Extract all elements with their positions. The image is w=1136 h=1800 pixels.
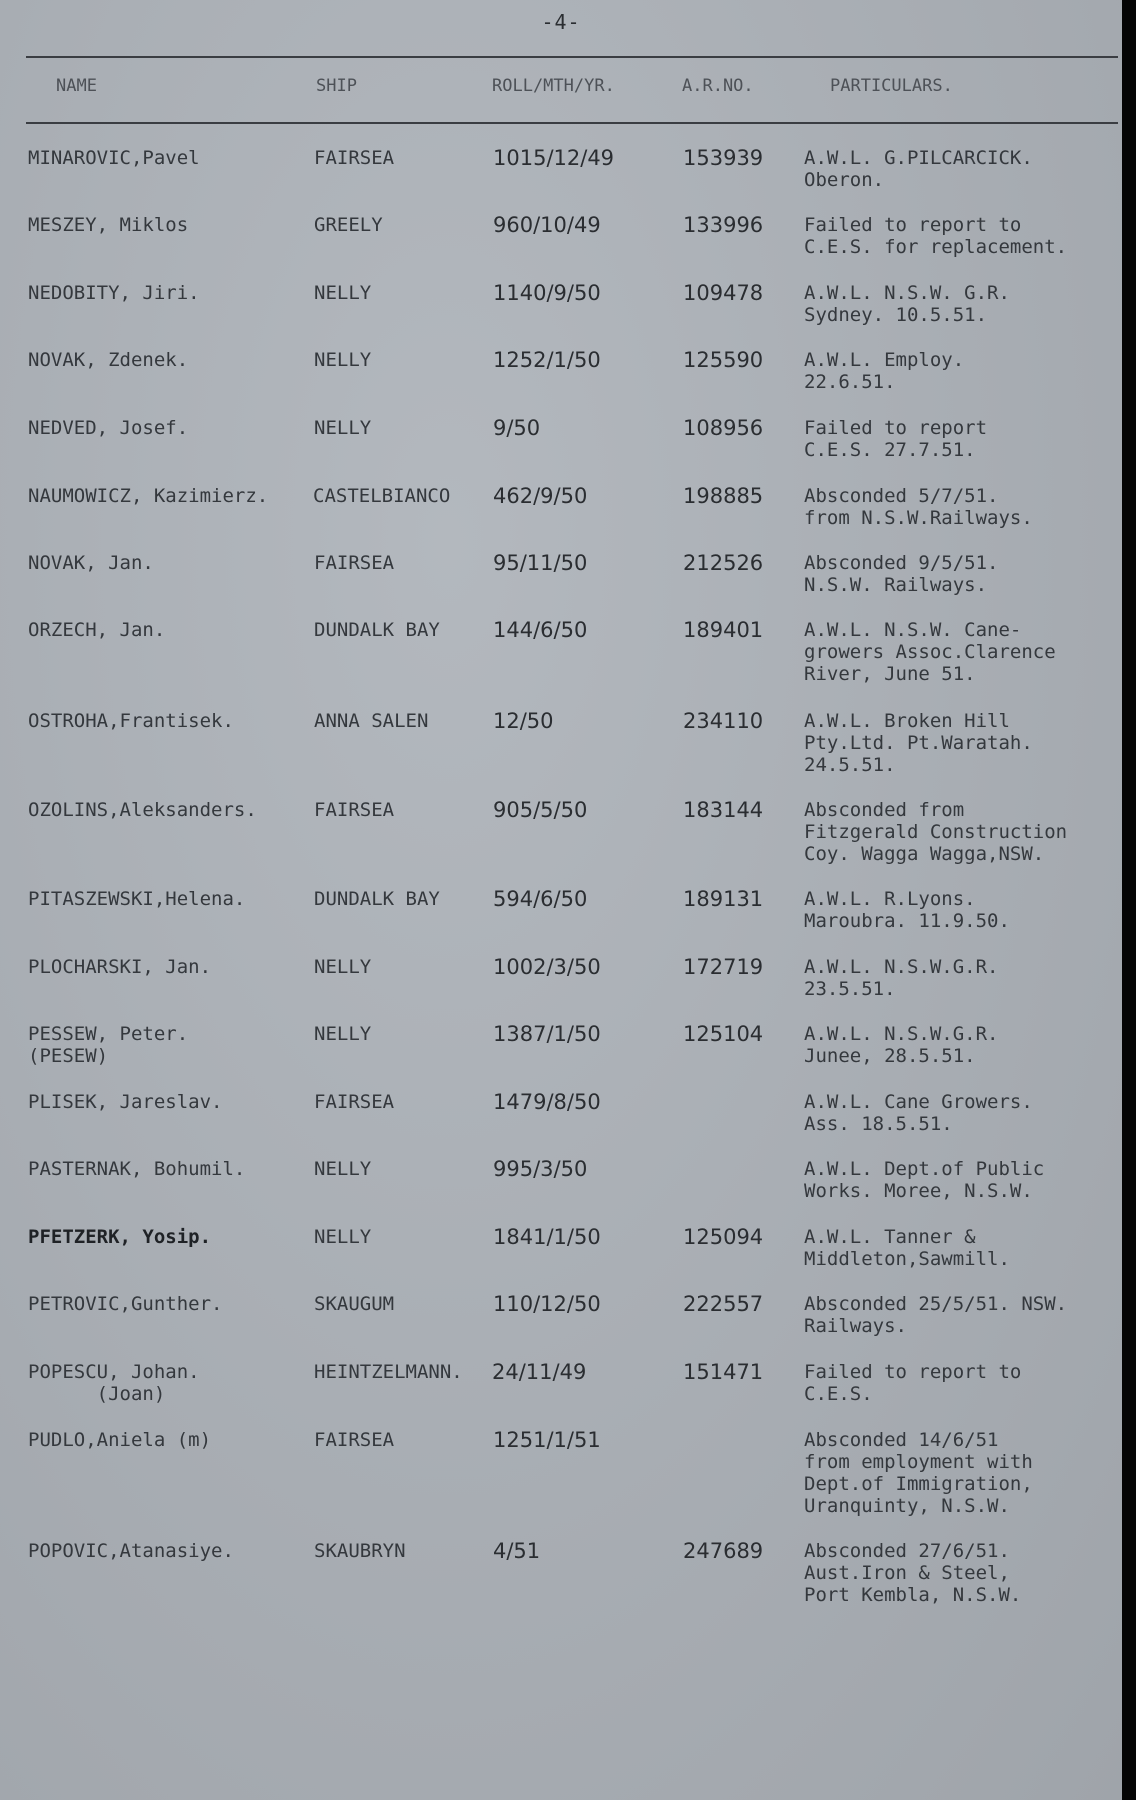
record-roll: 1015/12/49: [493, 146, 615, 170]
record-ar-no: 125104: [683, 1022, 764, 1046]
record-name: OSTROHA,Frantisek.: [28, 710, 234, 732]
record-ar-no: 153939: [683, 146, 764, 170]
header-rule: [26, 122, 1118, 124]
record-particulars: A.W.L. R.Lyons. Maroubra. 11.9.50.: [804, 888, 1010, 932]
record-name: ORZECH, Jan.: [28, 619, 166, 641]
record-name: PLISEK, Jareslav.: [28, 1091, 223, 1113]
record-ship: DUNDALK BAY: [314, 888, 440, 910]
record-particulars: A.W.L. N.S.W. G.R. Sydney. 10.5.51.: [804, 282, 1010, 326]
header-roll: ROLL/MTH/YR.: [492, 76, 615, 96]
record-ship: NELLY: [314, 956, 372, 978]
record-name: POPESCU, Johan. (Joan): [28, 1361, 200, 1405]
record-ship: FAIRSEA: [314, 799, 395, 821]
record-ship: CASTELBIANCO: [313, 485, 451, 507]
record-roll: 144/6/50: [493, 618, 588, 642]
record-ship: ANNA SALEN: [314, 710, 429, 732]
record-ar-no: 183144: [683, 798, 764, 822]
record-name: POPOVIC,Atanasiye.: [28, 1540, 234, 1562]
record-particulars: A.W.L. Cane Growers. Ass. 18.5.51.: [804, 1091, 1033, 1135]
record-ship: GREELY: [314, 214, 383, 236]
record-name: PITASZEWSKI,Helena.: [28, 888, 246, 910]
record-ar-no: 125590: [683, 348, 764, 372]
record-name: OZOLINS,Aleksanders.: [28, 799, 257, 821]
record-ship: FAIRSEA: [314, 552, 395, 574]
record-name: PFETZERK, Yosip.: [28, 1226, 212, 1248]
record-ar-no: 109478: [683, 281, 764, 305]
record-particulars: A.W.L. Dept.of Public Works. Moree, N.S.W.: [804, 1158, 1045, 1202]
record-particulars: Absconded 25/5/51. NSW. Railways.: [804, 1293, 1068, 1337]
record-particulars: Absconded 5/7/51. from N.S.W.Railways.: [804, 485, 1033, 529]
record-name: NAUMOWICZ, Kazimierz.: [28, 485, 269, 507]
record-roll: 9/50: [493, 416, 541, 440]
record-ship: FAIRSEA: [314, 1429, 395, 1451]
record-particulars: A.W.L. G.PILCARCICK. Oberon.: [804, 147, 1033, 191]
record-particulars: A.W.L. Tanner & Middleton,Sawmill.: [804, 1226, 1010, 1270]
record-particulars: A.W.L. Employ. 22.6.51.: [804, 349, 965, 393]
record-roll: 1002/3/50: [493, 955, 601, 979]
record-roll: 462/9/50: [493, 484, 588, 508]
record-name: PUDLO,Aniela (m): [28, 1429, 212, 1451]
record-roll: 4/51: [493, 1539, 541, 1563]
record-name: MINAROVIC,Pavel: [28, 147, 200, 169]
record-ar-no: 212526: [683, 551, 764, 575]
record-particulars: Absconded 9/5/51. N.S.W. Railways.: [804, 552, 999, 596]
record-name: NOVAK, Jan.: [28, 552, 154, 574]
record-particulars: Absconded 27/6/51. Aust.Iron & Steel, Port Kembla, N.S.W.: [804, 1540, 1022, 1606]
record-ship: NELLY: [314, 1023, 372, 1045]
record-ship: NELLY: [314, 282, 372, 304]
record-ar-no: 108956: [683, 416, 764, 440]
record-roll: 594/6/50: [493, 887, 588, 911]
record-ship: NELLY: [314, 349, 372, 371]
record-roll: 12/50: [493, 709, 554, 733]
record-ship: FAIRSEA: [314, 1091, 395, 1113]
record-roll: 995/3/50: [493, 1157, 588, 1181]
record-ship: DUNDALK BAY: [314, 619, 440, 641]
record-ship: NELLY: [314, 1226, 372, 1248]
record-roll: 905/5/50: [493, 798, 588, 822]
record-roll: 95/11/50: [493, 551, 588, 575]
header-ship: SHIP: [316, 76, 357, 96]
record-roll: 110/12/50: [493, 1292, 601, 1316]
record-roll: 1140/9/50: [493, 281, 601, 305]
record-name: PETROVIC,Gunther.: [28, 1293, 223, 1315]
record-roll: 1841/1/50: [493, 1225, 601, 1249]
record-roll: 960/10/49: [493, 213, 601, 237]
record-ar-no: 189131: [683, 887, 764, 911]
page-number: -4-: [541, 10, 581, 34]
record-name: NOVAK, Zdenek.: [28, 349, 189, 371]
record-ar-no: 151471: [683, 1360, 764, 1384]
record-particulars: A.W.L. Broken Hill Pty.Ltd. Pt.Waratah. 24.5.51.: [804, 710, 1033, 776]
header-ar-no: A.R.NO.: [682, 76, 754, 96]
record-ship: SKAUBRYN: [314, 1540, 406, 1562]
record-roll: 1387/1/50: [493, 1022, 601, 1046]
record-roll: 1252/1/50: [493, 348, 601, 372]
top-rule: [26, 56, 1118, 58]
header-name: NAME: [56, 76, 97, 96]
record-ship: HEINTZELMANN.: [314, 1361, 463, 1383]
record-name: NEDVED, Josef.: [28, 417, 189, 439]
record-roll: 24/11/49: [492, 1360, 587, 1384]
record-ar-no: 172719: [683, 955, 764, 979]
record-name: NEDOBITY, Jiri.: [28, 282, 200, 304]
record-name: PLOCHARSKI, Jan.: [28, 956, 212, 978]
record-particulars: Failed to report C.E.S. 27.7.51.: [804, 417, 988, 461]
record-particulars: A.W.L. N.S.W.G.R. 23.5.51.: [804, 956, 999, 1000]
record-ship: NELLY: [314, 1158, 372, 1180]
table-header: [0, 76, 1122, 110]
record-ship: NELLY: [314, 417, 372, 439]
record-ar-no: 189401: [683, 618, 764, 642]
record-name: PESSEW, Peter. (PESEW): [28, 1023, 189, 1067]
record-ar-no: 133996: [683, 213, 764, 237]
record-roll: 1479/8/50: [493, 1090, 601, 1114]
record-roll: 1251/1/51: [493, 1428, 601, 1452]
record-name: PASTERNAK, Bohumil.: [28, 1158, 246, 1180]
record-ar-no: 247689: [683, 1539, 764, 1563]
record-ar-no: 125094: [683, 1225, 764, 1249]
record-particulars: Failed to report to C.E.S.: [804, 1361, 1022, 1405]
record-ar-no: 222557: [683, 1292, 764, 1316]
record-particulars: A.W.L. N.S.W.G.R. Junee, 28.5.51.: [804, 1023, 999, 1067]
record-particulars: Failed to report to C.E.S. for replacement.: [804, 214, 1068, 258]
record-ship: FAIRSEA: [314, 147, 395, 169]
record-ar-no: 234110: [683, 709, 764, 733]
header-particulars: PARTICULARS.: [830, 76, 953, 96]
record-particulars: Absconded 14/6/51 from employment with Dept.of Immigration, Uranquinty, N.S.W.: [804, 1429, 1033, 1517]
record-name: MESZEY, Miklos: [28, 214, 189, 236]
record-particulars: Absconded from Fitzgerald Construction Coy. Wagga Wagga,NSW.: [804, 799, 1068, 865]
record-ar-no: 198885: [683, 484, 764, 508]
record-particulars: A.W.L. N.S.W. Cane- growers Assoc.Clarence River, June 51.: [804, 619, 1056, 685]
record-ship: SKAUGUM: [314, 1293, 395, 1315]
